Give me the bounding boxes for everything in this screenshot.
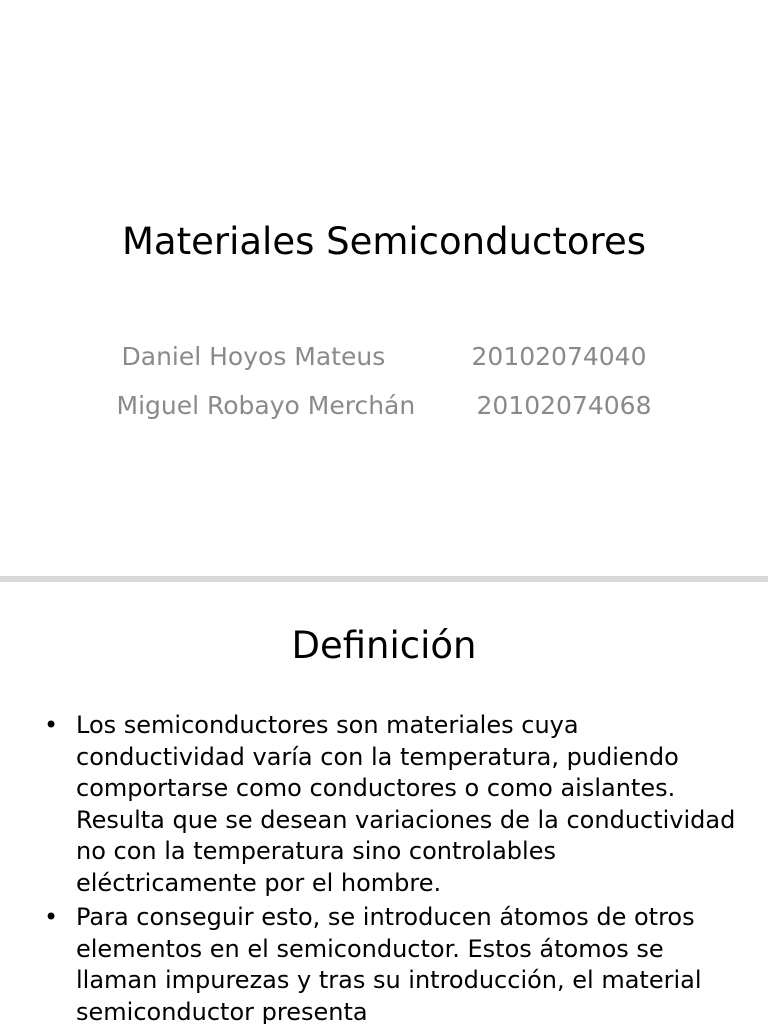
bullet-text: Los semiconductores son materiales cuya conductividad varía con la temperatura, pudiendo comportarse como conductores o como aislantes. Resulta que se desean variaciones de la conductividad no con la temperatura sino controlables eléctricamente por el hombre.	[76, 711, 736, 897]
author-name: Daniel Hoyos Mateus	[121, 342, 386, 371]
bullet-text: Para conseguir esto, se introducen átomos de otros elementos en el semiconductor. Estos átomos se llaman impurezas y tras su introducción, el material semiconductor presenta	[76, 903, 702, 1024]
authors-block	[0, 332, 768, 430]
author-name: Miguel Robayo Merchán	[116, 391, 416, 420]
author-code: 20102074040	[471, 342, 647, 371]
bullet-list	[40, 710, 740, 1024]
author-code: 20102074068	[476, 391, 652, 420]
author-row	[0, 381, 768, 430]
author-row	[0, 332, 768, 381]
presentation-title: Materiales Semiconductores	[122, 220, 646, 263]
bullet-item	[40, 902, 740, 1024]
bullet-icon: •	[44, 903, 59, 931]
bullet-icon: •	[44, 711, 59, 739]
bullet-item	[40, 710, 740, 899]
slide-definition	[0, 582, 768, 1024]
slide-heading: Definición	[291, 624, 477, 667]
